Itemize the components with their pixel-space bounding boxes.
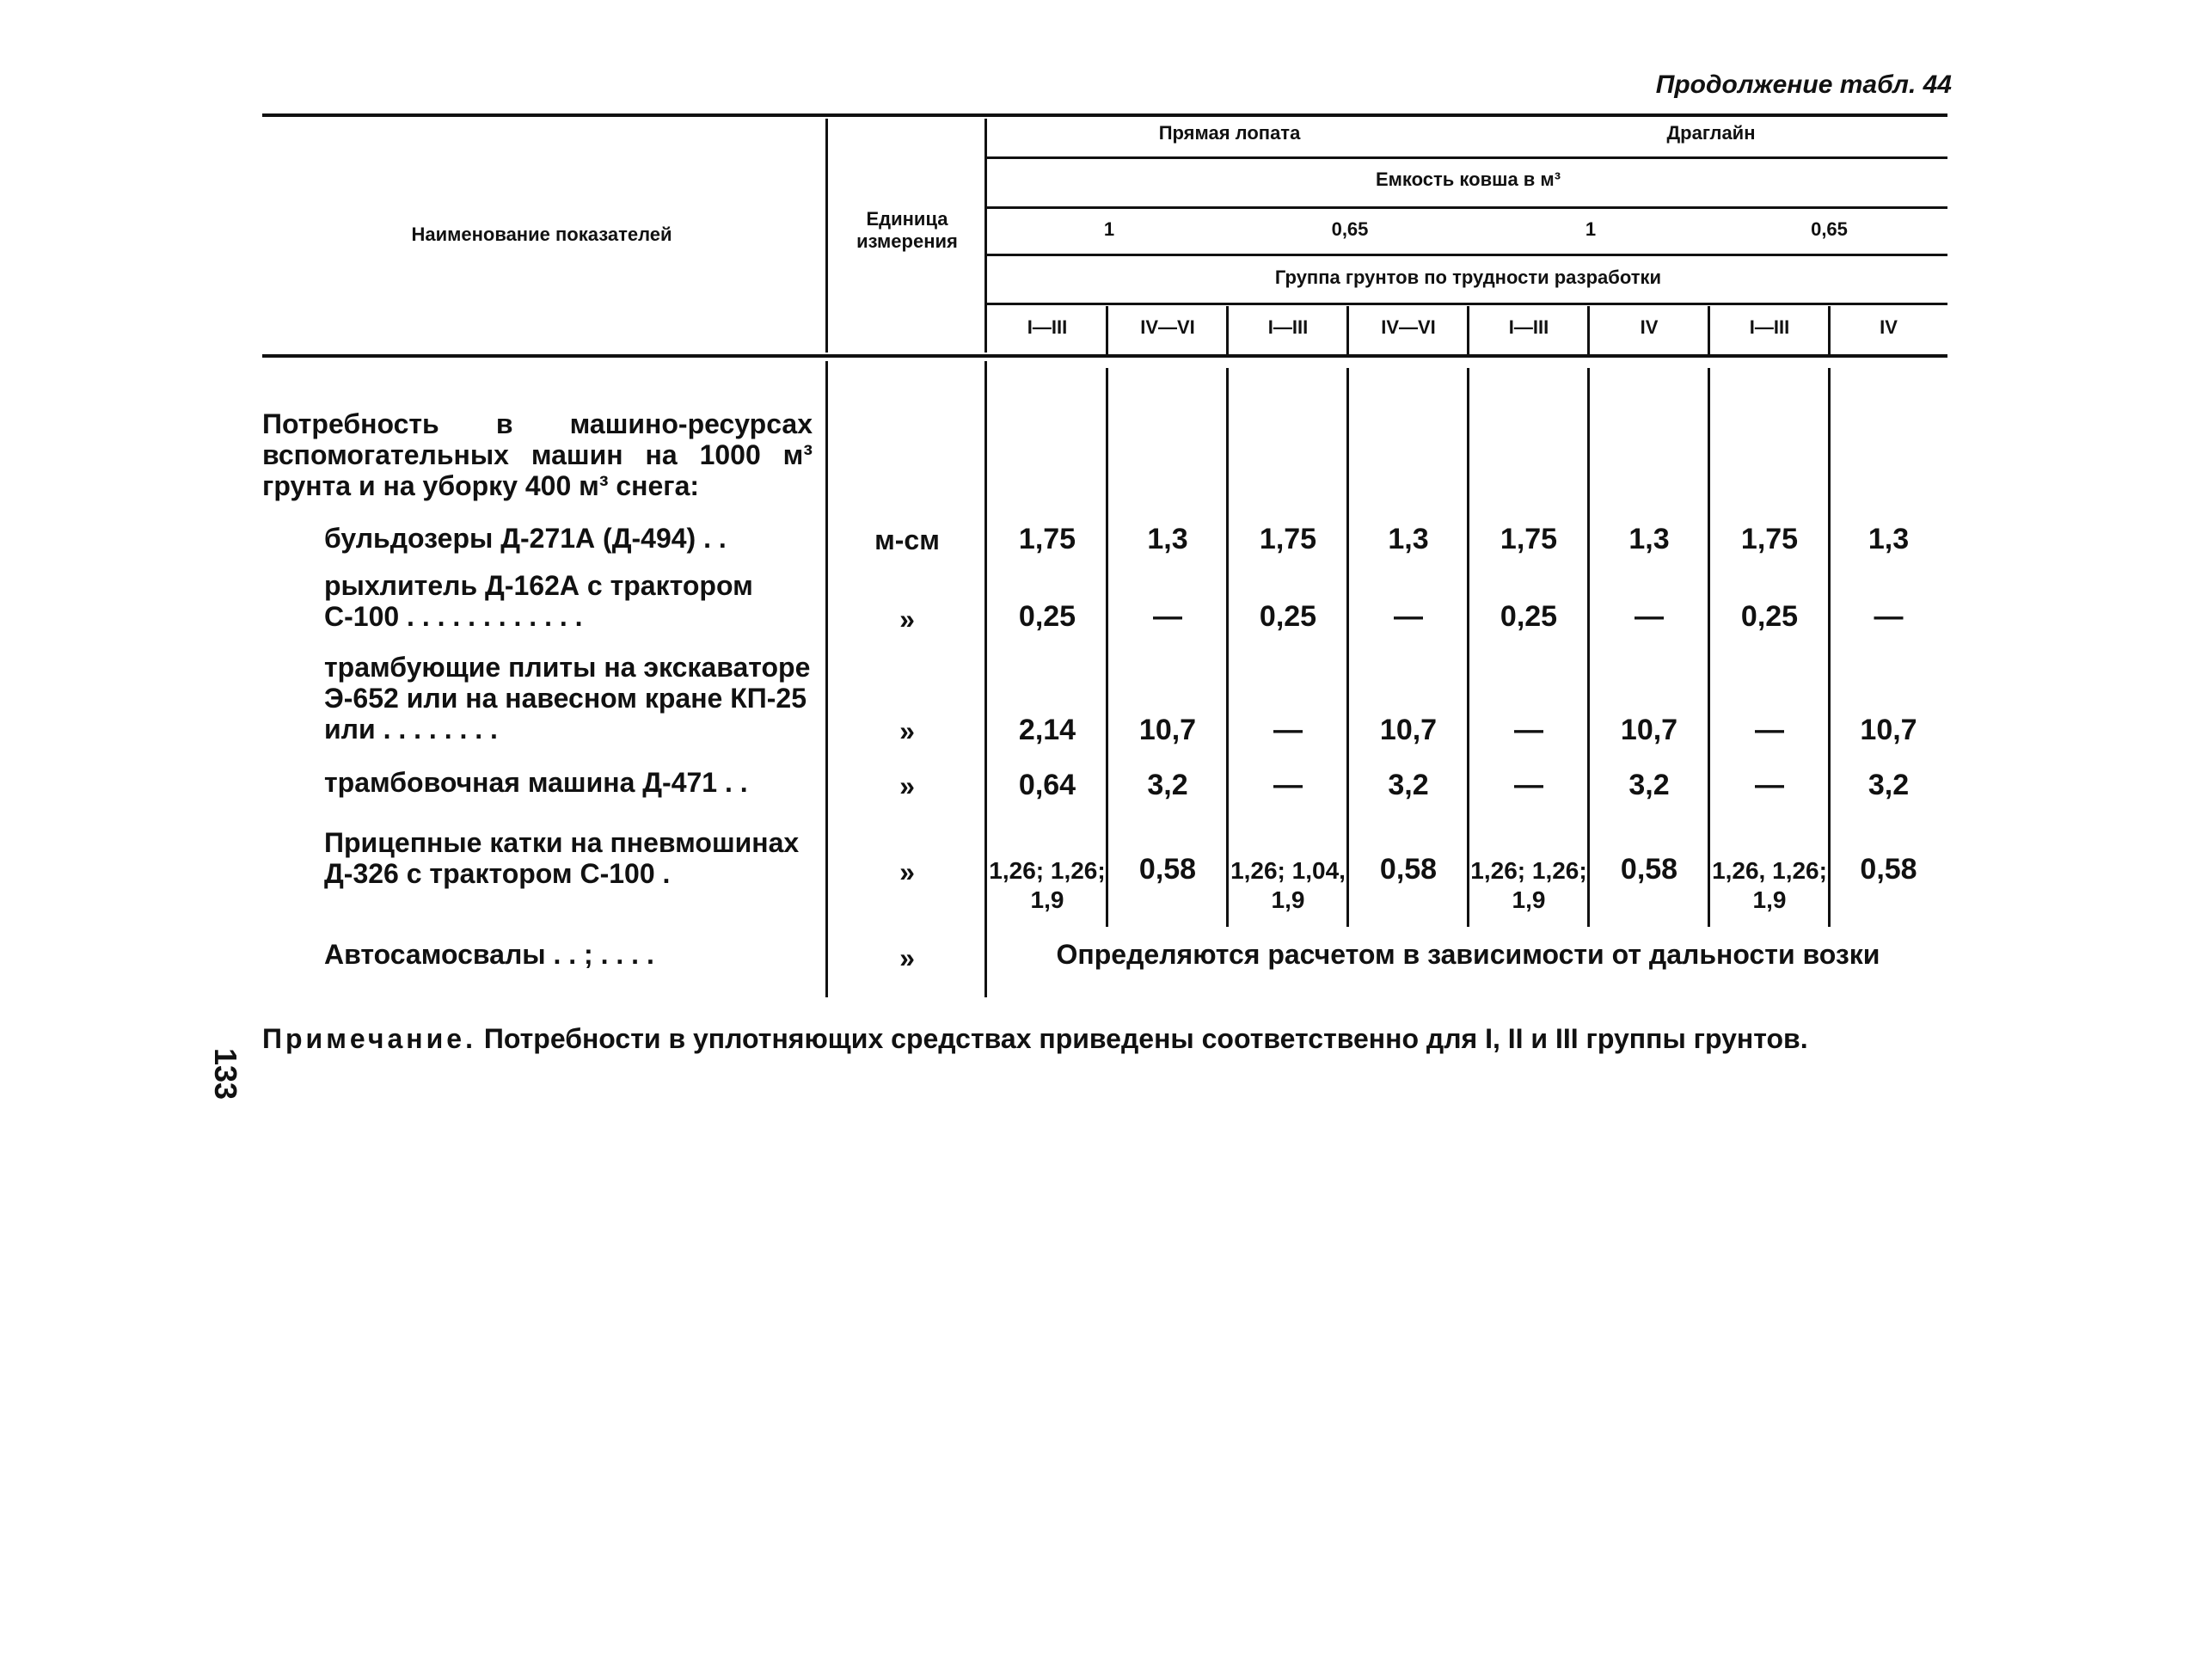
row-label: трамбующие плиты на экскаваторе Э-652 или на навесном кране КП-25 или . . . . . . . . <box>324 652 811 745</box>
value-cell: — <box>1273 769 1303 801</box>
value-cell: 3,2 <box>1868 769 1910 801</box>
page-number: 133 <box>208 1047 244 1101</box>
unit-cell: » <box>899 856 915 887</box>
table-caption: Продолжение табл. 44 <box>1655 71 1952 99</box>
value-cell: — <box>1394 600 1423 633</box>
row-label: Прицепные катки на пневмошинах Д-326 с трактором С-100 . <box>324 827 800 889</box>
value-cell: 1,3 <box>1868 523 1910 555</box>
value-cell: — <box>1153 600 1182 633</box>
value-cell: 10,7 <box>1138 714 1197 746</box>
soil-group-cell: I—III <box>1508 316 1549 338</box>
capacity-header: 0,65 <box>1811 218 1848 240</box>
value-cell: — <box>1874 600 1904 633</box>
value-cell: 0,58 <box>1860 853 1917 886</box>
value-column-divider <box>1828 306 1831 354</box>
value-column-divider <box>1708 368 1710 927</box>
value-cell: — <box>1273 714 1303 746</box>
capacity-header: 1 <box>1585 218 1597 240</box>
value-column-divider <box>1106 368 1108 927</box>
soil-group-header: Группа грунтов по трудности разработки <box>1274 267 1662 288</box>
name-column-header: Наименование показателей <box>411 224 672 245</box>
row-label: бульдозеры Д-271А (Д-494) . . <box>324 523 727 554</box>
capacity-header: 1 <box>1103 218 1115 240</box>
value-cell: — <box>1514 714 1543 746</box>
value-cell: 1,3 <box>1628 523 1670 555</box>
value-column-divider <box>1226 368 1229 927</box>
value-column-divider <box>1467 368 1469 927</box>
note-label: Примечание. <box>262 1023 476 1054</box>
value-cell: 3,2 <box>1388 769 1429 801</box>
value-cell: 1,75 <box>1018 523 1076 555</box>
value-column-divider <box>1587 306 1590 354</box>
note <box>262 1023 1947 1054</box>
soil-group-cell: IV <box>1640 316 1659 338</box>
soil-group-cell: IV—VI <box>1381 316 1436 338</box>
group-header: Драглайн <box>1666 122 1756 144</box>
value-cell: 1,75 <box>1740 523 1799 555</box>
value-cell: 0,58 <box>1379 853 1438 886</box>
value-column-divider <box>1467 306 1469 354</box>
row-label: Автосамосвалы . . ; . . . . <box>324 939 654 970</box>
value-cell: 10,7 <box>1620 714 1678 746</box>
column-divider <box>825 119 828 353</box>
value-cell: — <box>1635 600 1664 633</box>
value-cell: 0,25 <box>1259 600 1317 633</box>
value-column-divider <box>1708 306 1710 354</box>
soil-group-cell: IV—VI <box>1140 316 1195 338</box>
capacity-header: 0,65 <box>1331 218 1369 240</box>
value-cell: 10,7 <box>1379 714 1438 746</box>
header-bottom-rule <box>262 354 1947 358</box>
value-cell: 1,3 <box>1147 523 1188 555</box>
subheader-rule <box>984 303 1947 305</box>
soil-group-cell: I—III <box>1027 316 1068 338</box>
value-column-divider <box>1346 368 1349 927</box>
section-title: Потребность в машино-ресурсах вспомогательных машин на 1000 м³ грунта и на уборку 400 м³ снега: <box>262 408 813 501</box>
group-header: Прямая лопата <box>1158 122 1301 144</box>
value-cell: 2,14 <box>1018 714 1076 746</box>
row-label: рыхлитель Д-162А с трактором С-100 . . . . . . . . . . . . <box>324 570 753 632</box>
unit-column-header: Единица измерения <box>856 208 958 252</box>
row-label: трамбовочная машина Д-471 . . <box>324 767 748 798</box>
value-cell: — <box>1755 714 1784 746</box>
subheader-rule <box>984 206 1947 209</box>
unit-cell: » <box>899 604 915 635</box>
value-column-divider <box>1587 368 1590 927</box>
value-cell: 10,7 <box>1860 714 1917 746</box>
soil-group-cell: I—III <box>1749 316 1790 338</box>
unit-cell: » <box>899 715 915 746</box>
merged-value-cell: Определяются расчетом в зависимости от дальности возки <box>1056 939 1880 970</box>
note-text: Потребности в уплотняющих средствах приведены соответственно для I, II и III группы грунтов. <box>475 1023 1808 1054</box>
value-cell: 0,58 <box>1138 853 1197 886</box>
value-cell: 0,25 <box>1500 600 1558 633</box>
subheader-rule <box>984 254 1947 256</box>
value-cell: 1,26; 1,26; 1,9 <box>989 857 1106 913</box>
value-column-divider <box>1346 306 1349 354</box>
value-cell: 0,58 <box>1620 853 1678 886</box>
unit-cell: » <box>899 942 915 973</box>
value-cell: — <box>1755 769 1784 801</box>
value-cell: 1,26; 1,04, 1,9 <box>1230 857 1346 913</box>
value-cell: 1,75 <box>1259 523 1317 555</box>
value-column-divider <box>1828 368 1831 927</box>
value-cell: 0,25 <box>1018 600 1076 633</box>
value-column-divider <box>1226 306 1229 354</box>
value-column-divider <box>1106 306 1108 354</box>
value-cell: 1,3 <box>1388 523 1429 555</box>
value-cell: — <box>1514 769 1543 801</box>
unit-cell: м-см <box>874 524 940 555</box>
value-cell: 0,25 <box>1740 600 1799 633</box>
value-cell: 3,2 <box>1628 769 1670 801</box>
unit-cell: » <box>899 770 915 801</box>
value-cell: 1,26, 1,26; 1,9 <box>1712 857 1827 913</box>
soil-group-cell: I—III <box>1267 316 1309 338</box>
value-cell: 1,75 <box>1500 523 1558 555</box>
value-cell: 0,64 <box>1018 769 1076 801</box>
data-table <box>262 112 1947 997</box>
column-divider <box>825 361 828 997</box>
top-rule <box>262 113 1947 117</box>
subheader-rule <box>984 156 1947 159</box>
soil-group-cell: IV <box>1880 316 1898 338</box>
value-cell: 3,2 <box>1147 769 1188 801</box>
bucket-capacity-header: Емкость ковша в м³ <box>1375 169 1561 190</box>
value-cell: 1,26; 1,26; 1,9 <box>1470 857 1587 913</box>
